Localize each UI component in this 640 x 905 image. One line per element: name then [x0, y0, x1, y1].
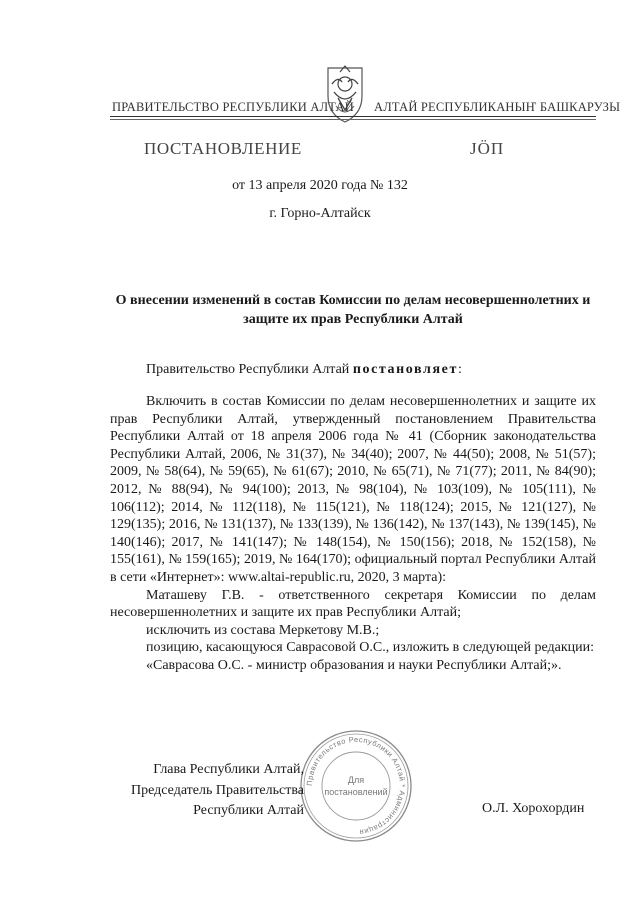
document-type-altai: JÖП	[470, 139, 505, 158]
document-date-number: от 13 апреля 2020 года № 132	[232, 178, 408, 193]
document-title: О внесении изменений в состав Комиссии по делам несовершеннолетних и защите их прав Республики Алтай	[115, 293, 591, 327]
header-rule-top	[110, 116, 596, 117]
body-paragraph-include: Включить в состав Комиссии по делам несовершеннолетних и защите их прав Республики Алтай, утвержденный постановлением Правительства Республики Алтай от 18 апреля 2006 года № 41 (Сборник законодательства Республики Алтай, 2006, № 31(37), № 34(40); 2007, № 44(50); 2008, № 51(57); 2009, № 58(64), № 59(65), № 61(67); 2010, № 65(71), № 71(77); 2011, № 84(90); 2012, № 88(94), № 94(100); 2013, № 98(104), № 103(109), № 105(111), № 106(112); 2014, № 112(118), № 115(121), № 118(124); 2015, № 121(127), № 129(135); 2016, № 131(137), № 133(139), № 136(142), № 137(143), № 139(145), № 140(146); 2017, № 141(147); № 148(154), № 150(156); 2018, № 152(158), № 155(161), № 159(165); 2019, № 164(170); официальный портал Республики Алтай в сети «Интернет»: www.altai-republic.ru, 2020, 3 марта):	[110, 394, 596, 585]
preamble-verb: постановляет	[352, 362, 458, 377]
signatory-name: О.Л. Хорохордин	[482, 801, 585, 816]
signatory-title	[86, 760, 304, 822]
preamble-colon: :	[457, 362, 462, 377]
government-name-altai: АЛТАЙ РЕСПУБЛИКАНЫҤ БАШКАРУЗЫ	[374, 100, 621, 114]
preamble	[146, 362, 462, 378]
signatory-line-3: Республики Алтай	[193, 803, 304, 818]
body-paragraph-position: позицию, касающуюся Саврасовой О.С., изложить в следующей редакции:	[146, 640, 595, 656]
body-paragraph-exclude: исключить из состава Меркетову М.В.;	[146, 622, 380, 638]
stamp-ring-text: Правительство Республики Алтай * Администрация	[304, 734, 408, 837]
stamp-center-line1: Для	[347, 775, 365, 785]
body-paragraph-savrasova: «Саврасова О.С. - министр образования и науки Республики Алтай;».	[146, 657, 562, 673]
preamble-text: Правительство Республики Алтай	[146, 362, 353, 377]
document-type-russian: ПОСТАНОВЛЕНИЕ	[144, 139, 302, 158]
signatory-line-2: Председатель Правительства	[131, 782, 304, 798]
svg-text:Правительство Республики Алтай	[305, 735, 407, 837]
document-city: г. Горно-Алтайск	[269, 206, 371, 221]
body-paragraph-matasheva: Маташеву Г.В. - ответственного секретаря Комиссии по делам несовершеннолетних и защите их прав Республики Алтай;	[110, 587, 596, 621]
document-body	[110, 393, 596, 675]
government-name-russian: ПРАВИТЕЛЬСТВО РЕСПУБЛИКИ АЛТАЙ	[112, 100, 354, 114]
signatory-line-1: Глава Республики Алтай,	[153, 762, 304, 777]
official-stamp	[298, 728, 414, 844]
stamp-center-line2: постановлений	[324, 787, 388, 797]
header-rule-bottom	[110, 119, 596, 120]
